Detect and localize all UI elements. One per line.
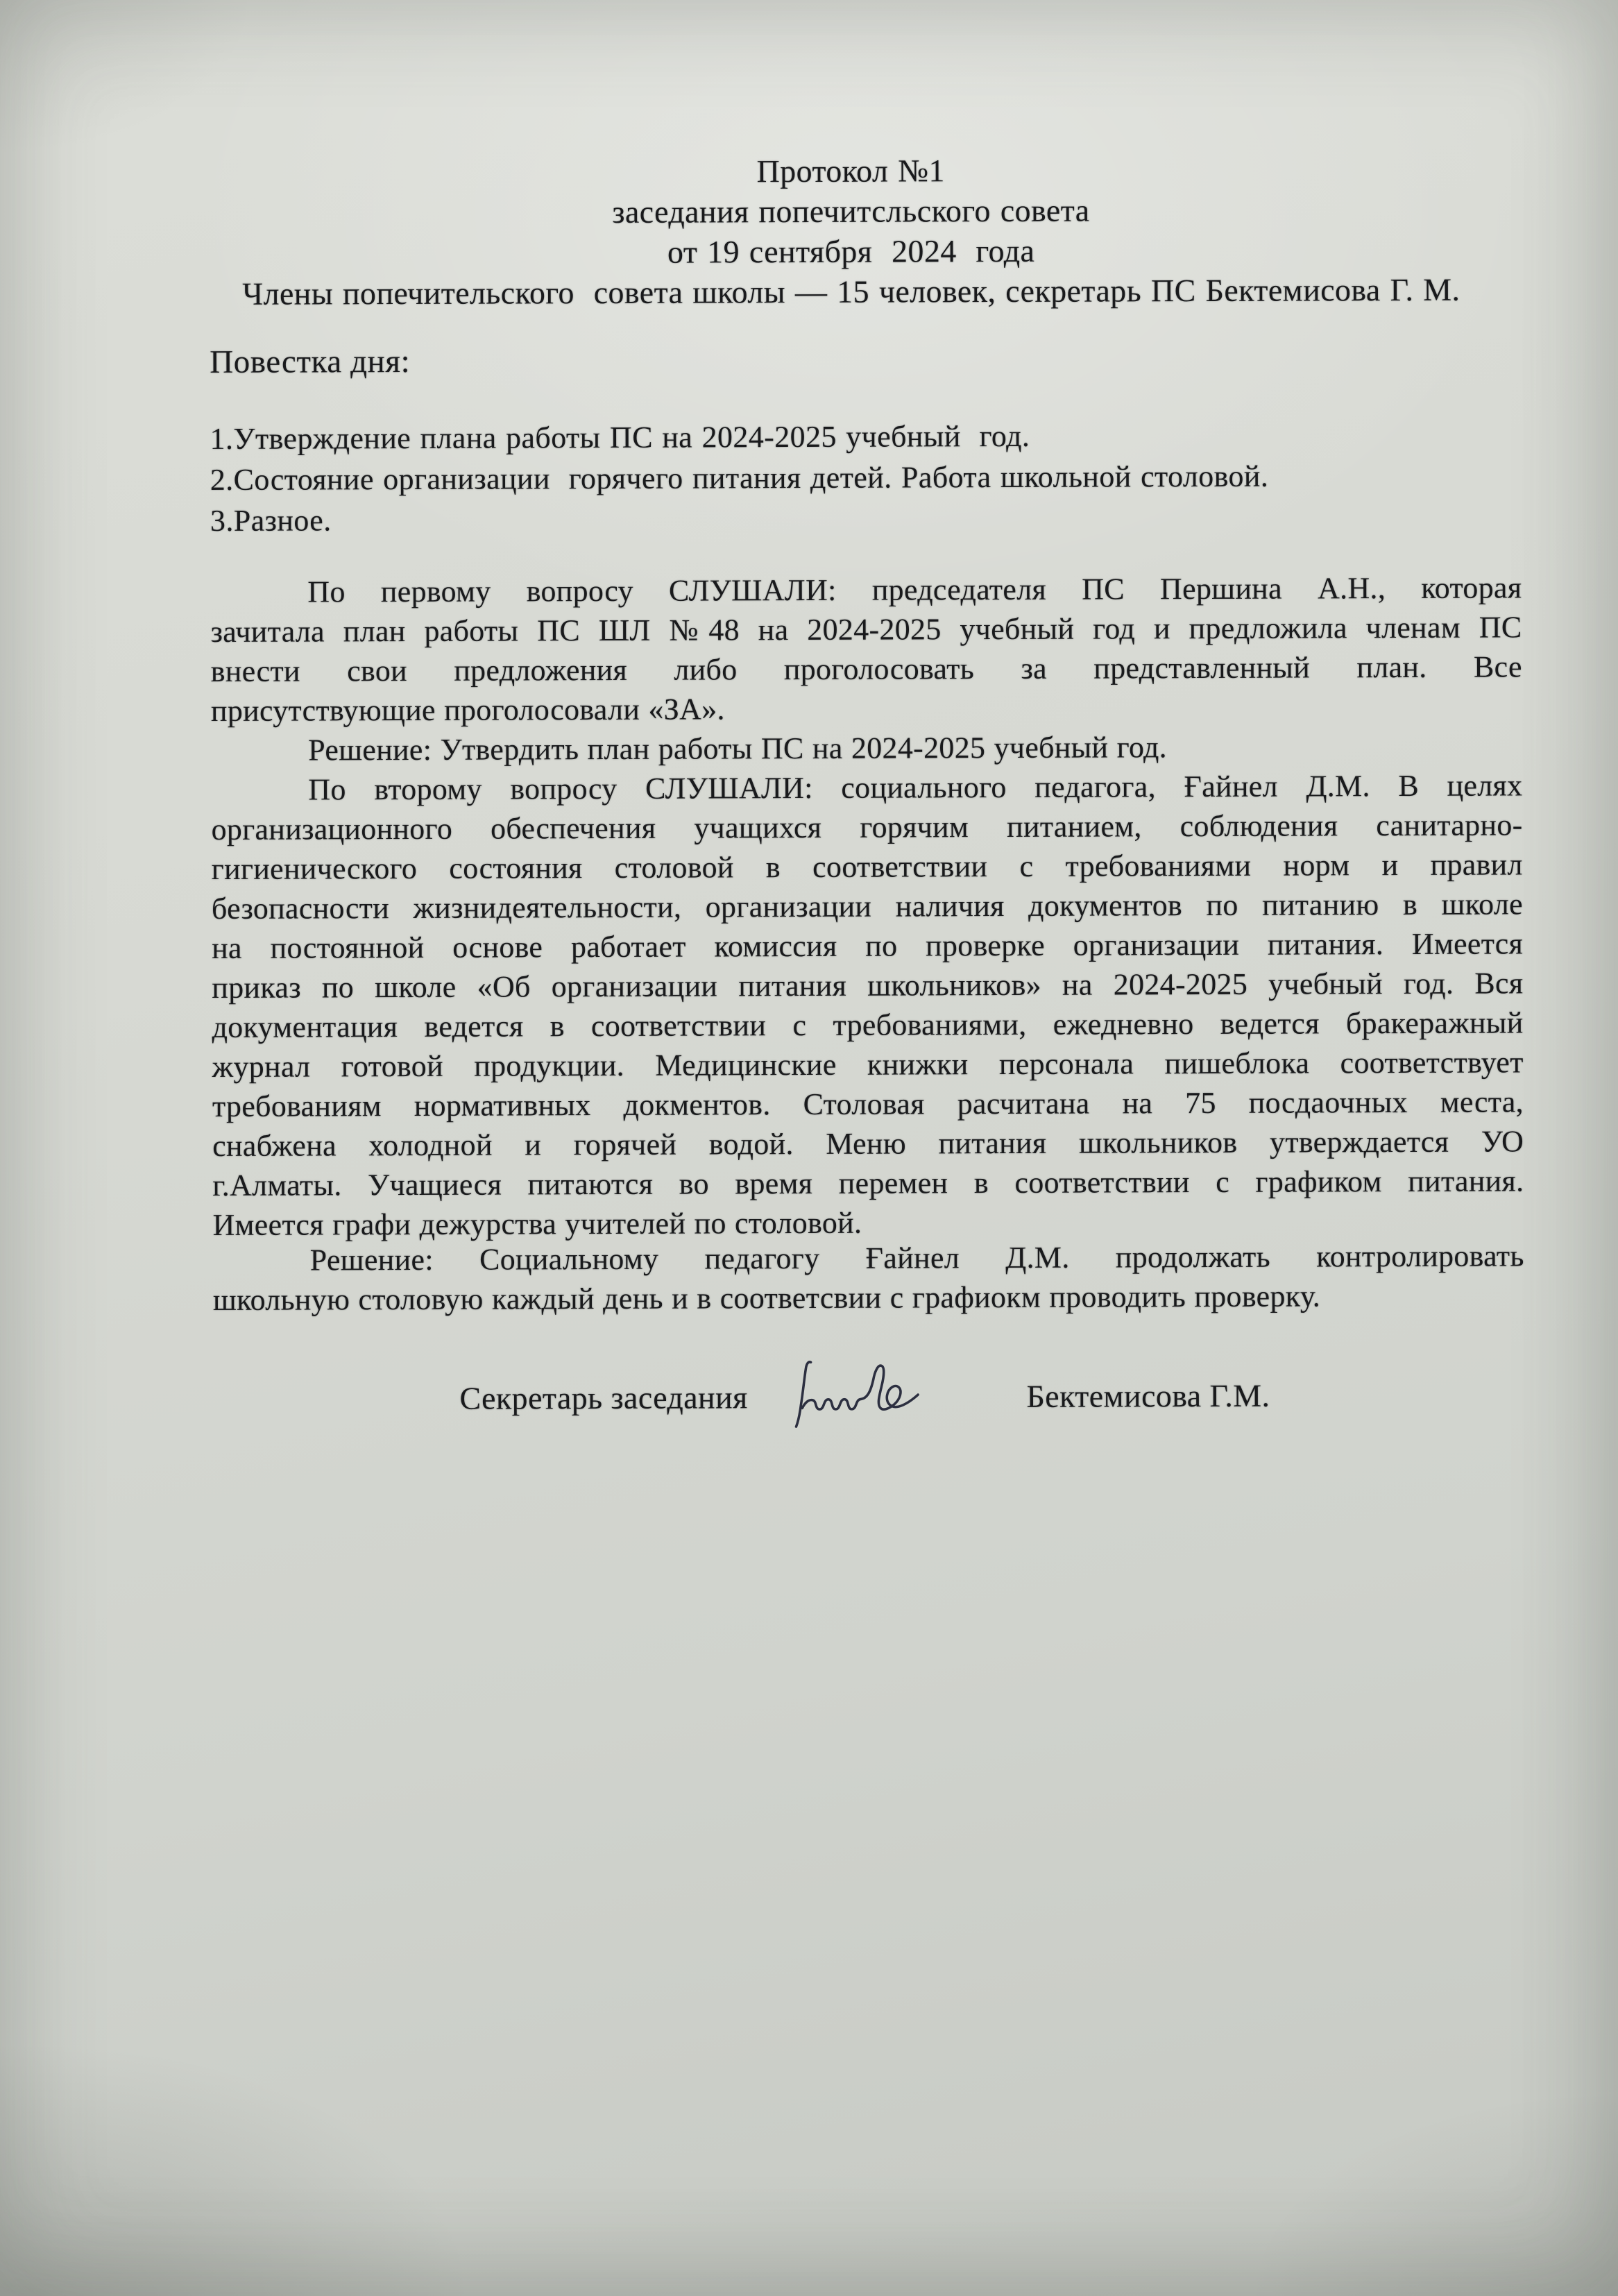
signature-name: Бектемисова Г.М. (1026, 1377, 1270, 1414)
agenda-item: 1.Утверждение плана работы ПС на 2024-2025 учебный год. (210, 418, 1030, 457)
body-line: журнал готовой продукции. Медицинские книжки персонала пишеблока соответствует (212, 1045, 1524, 1085)
header-date: от 19 сентября 2024 года (667, 232, 1035, 270)
handwritten-signature-icon (773, 1352, 967, 1433)
body-line: требованиям нормативных докментов. Столовая расчитана на 75 посдаочных места, (212, 1085, 1524, 1124)
agenda-list (210, 414, 1522, 541)
body-line: г.Алматы. Учащиеся питаются во время перемен в соответствии с графиком питания. (212, 1164, 1524, 1203)
signature-role-label: Секретарь заседания (459, 1379, 748, 1416)
body-line: По второму вопросу СЛУШАЛИ: социального педагога, Ғайнел Д.М. В целях (308, 768, 1523, 807)
resolution2-paragraph (213, 1236, 1524, 1320)
body-line: Решение: Утвердить план работы ПС на 2024-2025 учебный год. (308, 730, 1168, 767)
agenda-item: 3.Разное. (210, 503, 332, 538)
document-header (136, 148, 1566, 314)
question2-paragraph (211, 765, 1524, 1245)
agenda-heading: Повестка дня: (210, 343, 411, 381)
agenda-item: 2.Состояние организации горячего питания детей. Работа школьной столовой. (210, 459, 1269, 498)
body-line: на постоянной основе работает комиссия по проверке организации питания. Имеется (212, 926, 1524, 966)
body-line: школьную столовую каждый день и в соответсвии с графиокм проводить проверку. (212, 1279, 1321, 1318)
question1-paragraph (210, 568, 1522, 731)
signature-row (1, 1375, 1618, 1470)
body-line: Имеется графи дежурства учителей по столовой. (212, 1205, 862, 1243)
header-subtitle: заседания попечитсльского совета (612, 192, 1090, 230)
body-line: гигиенического состояния столовой в соответствии с требованиями норм и правил (211, 847, 1523, 887)
header-members: Члены попечительского совета школы — 15 человек, секретарь ПС Бектемисова Г. М. (242, 271, 1461, 312)
body-line: организационного обеспечения учащихся горячим питанием, соблюдения санитарно- (211, 808, 1523, 847)
body-line: зачитала план работы ПС ШЛ №48 на 2024-2025 учебный год и предложила членам ПС (210, 610, 1522, 649)
body-line: Решение: Социальному педагогу Ғайнел Д.М. продолжать контролировать (309, 1239, 1524, 1277)
body-line: внести свои предложения либо проголосовать за представленный план. Все (210, 649, 1522, 689)
body-line: документация ведется в соответствии с требованиями, ежедневно ведется бракеражный (212, 1005, 1524, 1045)
body-line: снабжена холодной и горячей водой. Меню питания школьников утверждается УО (212, 1124, 1524, 1164)
body-line: По первому вопросу СЛУШАЛИ: председателя ПС Першина А.Н., которая (307, 570, 1522, 609)
body-line: приказ по школе «Об организации питания школьников» на 2024-2025 учебный год. Вся (212, 966, 1524, 1005)
body-line: безопасности жизнидеятельности, организации наличия документов по питанию в школе (211, 887, 1524, 926)
body-line: присутствующие проголосовали «ЗА». (210, 692, 725, 729)
resolution1-line (211, 726, 1522, 770)
page-title: Протокол №1 (756, 153, 945, 189)
